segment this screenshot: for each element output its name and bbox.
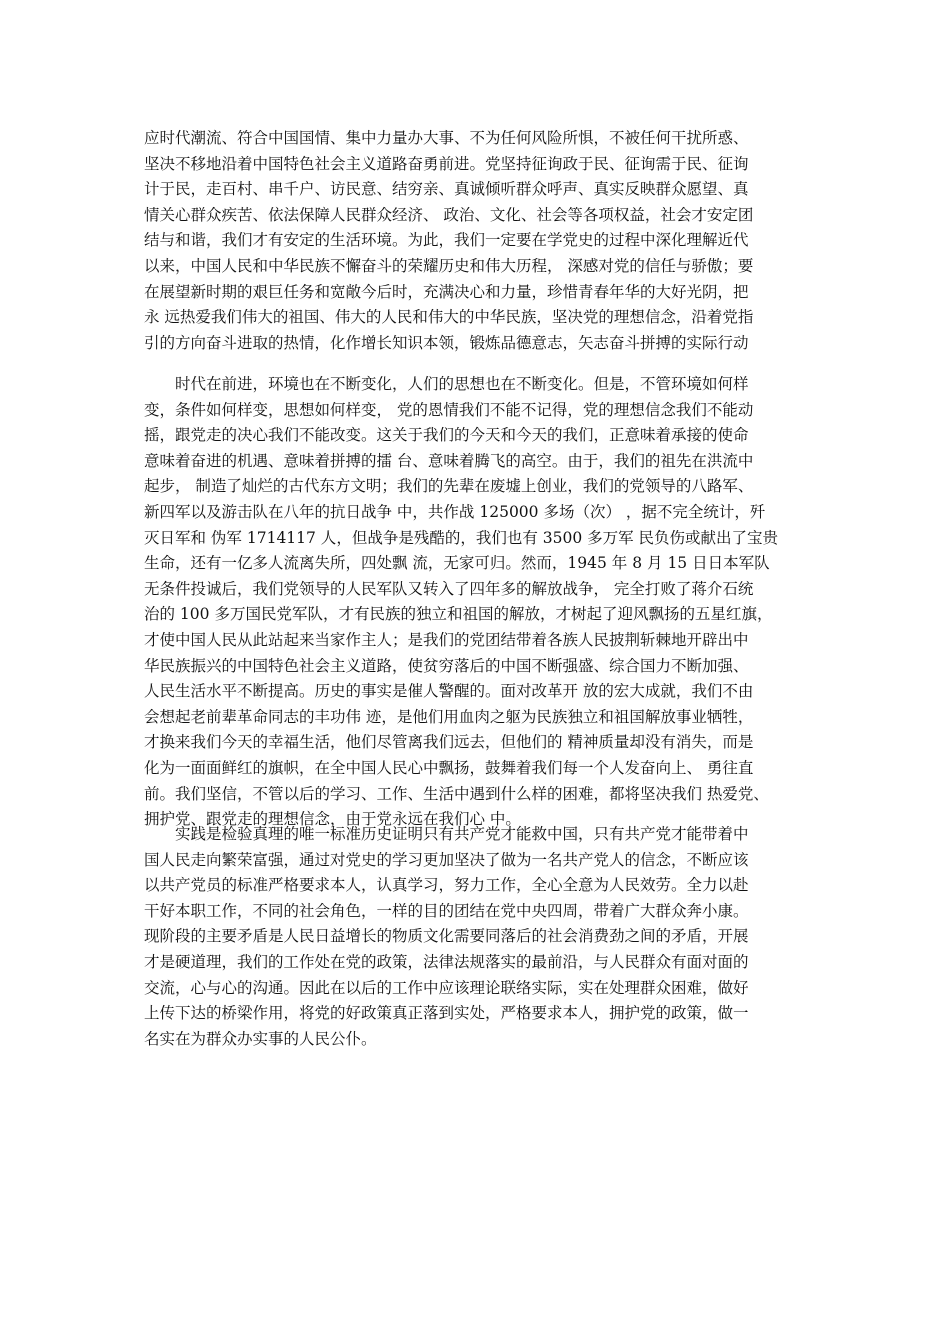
text-line: 会想起老前辈革命同志的丰功伟 迹，是他们用血肉之躯为民族独立和祖国解放事业牺牲， (144, 707, 754, 726)
text-line: 结与和谐，我们才有安定的生活环境。为此，我们一定要在学党史的过程中深化理解近代 (144, 231, 749, 250)
text-line: 情关心群众疾苦、依法保障人民群众经济、 政治、文化、社会等各项权益，社会才安定团 (144, 205, 754, 224)
text-line: 前。我们坚信，不管以后的学习、工作、生活中遇到什么样的困难，都将坚决我们 热爱党、 (144, 784, 769, 803)
text-line: 变，条件如何样变，思想如何样变， 党的恩情我们不能不记得，党的理想信念我们不能动 (144, 400, 754, 419)
text-line: 意味着奋进的机遇、意味着拼搏的擂 台、意味着腾飞的高空。由于，我们的祖先在洪流中 (144, 451, 754, 470)
text-line: 拥护党、跟党走的理想信念，由于党永远在我们心 中。 (144, 810, 521, 829)
text-line: 永 远热爱我们伟大的祖国、伟大的人民和伟大的中华民族，坚决党的理想信念，沿着党指 (144, 308, 754, 327)
text-line: 才是硬道理，我们的工作处在党的政策，法律法规落实的最前沿，与人民群众有面对面的 (144, 952, 749, 971)
text-line: 华民族振兴的中国特色社会主义道路，使贫穷落后的中国不断强盛、综合国力不断加强、 (144, 656, 749, 675)
text-line: 生命，还有一亿多人流离失所，四处飘 流，无家可归。然而，1945 年 8 月 15 日日本军队 (144, 554, 770, 573)
text-line: 才使中国人民从此站起来当家作主人；是我们的党团结带着各族人民披荆斩棘地开辟出中 (144, 630, 749, 649)
text-line: 灭日军和 伪军 1714117 人，但战争是残酷的，我们也有 3500 多万军 民负伤或献出了宝贵 (144, 528, 779, 547)
text-line: 无条件投诚后，我们党领导的人民军队又转入了四年多的解放战争， 完全打败了蒋介石统 (144, 579, 754, 598)
text-line: 才换来我们今天的幸福生活，他们尽管离我们远去，但他们的 精神质量却没有消失，而是 (144, 733, 754, 752)
text-line: 干好本职工作，不同的社会角色，一样的目的团结在党中央四周，带着广大群众奔小康。 (144, 901, 749, 920)
text-line: 起步， 制造了灿烂的古代东方文明；我们的先辈在废墟上创业，我们的党领导的八路军、 (144, 477, 754, 496)
paragraph-3 (144, 822, 811, 1052)
text-line: 以共产党员的标准严格要求本人，认真学习，努力工作，全心全意为人民效劳。全力以赴 (144, 876, 749, 895)
text-line: 时代在前进，环境也在不断变化，人们的思想也在不断变化。但是，不管环境如何样 (144, 375, 749, 393)
text-line: 坚决不移地沿着中国特色社会主义道路奋勇前进。党坚持征询政于民、征询需于民、征询 (144, 154, 749, 173)
text-line: 人民生活水平不断提高。历史的事实是催人警醒的。面对改革开 放的宏大成就，我们不由 (144, 682, 754, 701)
text-line: 应时代潮流、符合中国国情、集中力量办大事、不为任何风险所惧，不被任何干扰所惑、 (144, 129, 749, 147)
paragraph-2 (144, 372, 811, 833)
text-line: 治的 100 多万国民党军队，才有民族的独立和祖国的解放，才树起了迎风飘扬的五星红旗， (144, 605, 773, 624)
text-line: 交流，心与心的沟通。因此在以后的工作中应该理论联络实际，实在处理群众困难，做好 (144, 978, 749, 997)
text-line: 计于民，走百村、串千户、访民意、结穷亲、真诚倾听群众呼声、真实反映群众愿望、真 (144, 180, 749, 199)
text-line: 摇，跟党走的决心我们不能改变。这关于我们的今天和今天的我们，正意味着承接的使命 (144, 426, 749, 445)
text-line: 以来，中国人民和中华民族不懈奋斗的荣耀历史和伟大历程， 深感对党的信任与骄傲；要 (144, 256, 754, 275)
text-line: 名实在为群众办实事的人民公仆。 (144, 1029, 377, 1048)
text-line: 上传下达的桥梁作用，将党的好政策真正落到实处，严格要求本人，拥护党的政策，做一 (144, 1004, 749, 1023)
text-line: 实践是检验真理的唯一标准历史证明只有共产党才能救中国，只有共产党才能带着中 (144, 825, 749, 843)
text-line: 引的方向奋斗进取的热情，化作增长知识本领，锻炼品德意志，矢志奋斗拼搏的实际行动 (144, 333, 749, 352)
text-line: 国人民走向繁荣富强，通过对党史的学习更加坚决了做为一名共产党人的信念，不断应该 (144, 850, 749, 869)
text-line: 新四军以及游击队在八年的抗日战争 中，共作战 125000 多场（次） ，据不完全统计，歼 (144, 502, 766, 521)
text-line: 化为一面面鲜红的旗帜，在全中国人民心中飘扬，鼓舞着我们每一个人发奋向上、 勇往直 (144, 758, 754, 777)
text-line: 在展望新时期的艰巨任务和宽敞今后时，充满决心和力量，珍惜青春年华的大好光阴，把 (144, 282, 749, 301)
text-line: 现阶段的主要矛盾是人民日益增长的物质文化需要同落后的社会消费劲之间的矛盾，开展 (144, 927, 749, 946)
paragraph-1 (144, 126, 811, 356)
